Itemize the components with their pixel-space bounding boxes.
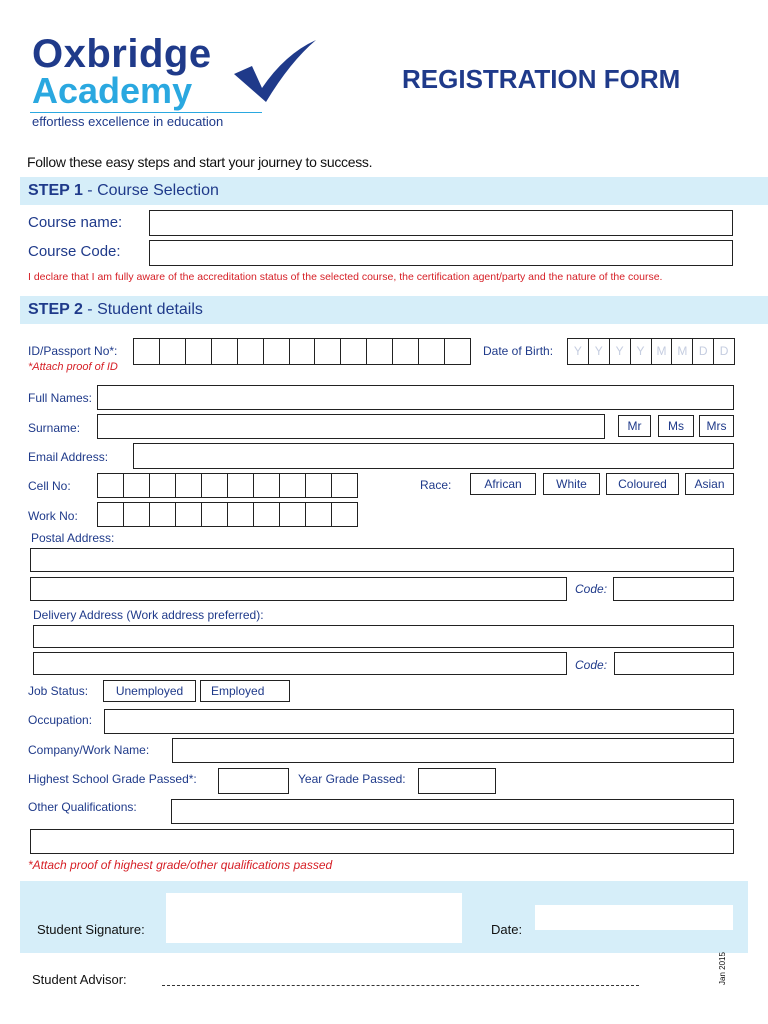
tagline: effortless excellence in education <box>32 114 224 129</box>
year-passed-input[interactable] <box>418 768 496 794</box>
logo-text-oxbridge: Oxbridge <box>32 32 212 76</box>
dob-cells[interactable] <box>567 338 735 365</box>
postal-code-input[interactable] <box>613 577 734 601</box>
dob-cell: D <box>714 339 735 364</box>
step2-label: STEP 2 <box>28 301 83 318</box>
delivery-address-line2[interactable] <box>33 652 567 675</box>
course-code-label: Course Code: <box>28 243 121 260</box>
postal-address-line1[interactable] <box>30 548 734 572</box>
full-names-input[interactable] <box>97 385 734 410</box>
company-input[interactable] <box>172 738 734 763</box>
job-option-employed[interactable]: Employed <box>200 680 290 702</box>
student-signature-field[interactable] <box>166 893 462 943</box>
race-option-coloured[interactable]: Coloured <box>606 473 679 495</box>
student-advisor-line[interactable] <box>162 985 639 987</box>
date-field[interactable] <box>535 905 733 930</box>
dob-cell: M <box>652 339 673 364</box>
postal-address-line2[interactable] <box>30 577 567 601</box>
step1-band <box>20 177 768 205</box>
date-label: Date: <box>491 922 523 937</box>
surname-input[interactable] <box>97 414 605 439</box>
checkmark-icon <box>230 36 320 106</box>
logo <box>30 32 330 132</box>
qualifications-note: *Attach proof of highest grade/other qualifications passed <box>28 858 333 872</box>
race-option-african[interactable]: African <box>470 473 536 495</box>
step2-band <box>20 296 768 324</box>
race-option-white[interactable]: White <box>543 473 600 495</box>
cell-label: Cell No: <box>28 479 71 493</box>
job-option-unemployed[interactable]: Unemployed <box>103 680 196 702</box>
title-option-ms[interactable]: Ms <box>658 415 694 437</box>
email-input[interactable] <box>133 443 734 469</box>
highest-grade-label: Highest School Grade Passed*: <box>28 772 197 786</box>
logo-text-academy: Academy <box>32 70 193 111</box>
race-option-asian[interactable]: Asian <box>685 473 734 495</box>
id-number-cells[interactable] <box>133 338 471 365</box>
id-note: *Attach proof of ID <box>28 361 118 373</box>
dob-cell: Y <box>631 339 652 364</box>
id-label: ID/Passport No*: <box>28 344 118 358</box>
version-label: Jan 2015 <box>718 952 727 985</box>
step1-title: - Course Selection <box>82 182 219 199</box>
other-qualifications-label: Other Qualifications: <box>28 800 137 814</box>
email-label: Email Address: <box>28 450 109 464</box>
full-names-label: Full Names: <box>28 391 93 405</box>
other-qualifications-line1[interactable] <box>171 799 734 824</box>
dob-cell: Y <box>568 339 589 364</box>
company-label: Company/Work Name: <box>28 743 150 757</box>
job-status-label: Job Status: <box>28 684 89 698</box>
student-signature-label: Student Signature: <box>37 922 145 937</box>
dob-label: Date of Birth: <box>483 344 554 358</box>
dob-cell: Y <box>589 339 610 364</box>
intro-text: Follow these easy steps and start your journey to success. <box>27 154 373 170</box>
surname-label: Surname: <box>28 421 81 435</box>
course-name-input[interactable] <box>149 210 733 236</box>
logo-divider <box>30 112 262 113</box>
postal-code-label: Code: <box>575 582 608 596</box>
dob-cell: M <box>672 339 693 364</box>
highest-grade-input[interactable] <box>218 768 289 794</box>
year-passed-label: Year Grade Passed: <box>298 772 406 786</box>
course-name-label: Course name: <box>28 214 123 231</box>
work-no-label: Work No: <box>28 509 78 523</box>
delivery-code-input[interactable] <box>614 652 734 675</box>
race-label: Race: <box>420 478 452 492</box>
delivery-address-line1[interactable] <box>33 625 734 648</box>
cell-number-cells[interactable] <box>97 473 358 498</box>
form-title: REGISTRATION FORM <box>402 64 681 94</box>
declaration-text: I declare that I am fully aware of the accreditation status of the selected course, the certification agent/party and the nature of the course. <box>28 271 663 283</box>
other-qualifications-line2[interactable] <box>30 829 734 854</box>
dob-cell: D <box>693 339 714 364</box>
course-code-input[interactable] <box>149 240 733 266</box>
work-number-cells[interactable] <box>97 502 358 527</box>
delivery-code-label: Code: <box>575 658 608 672</box>
step1-label: STEP 1 <box>28 182 83 199</box>
title-option-mrs[interactable]: Mrs <box>699 415 734 437</box>
occupation-input[interactable] <box>104 709 734 734</box>
signature-band <box>20 881 748 953</box>
occupation-label: Occupation: <box>28 713 93 727</box>
dob-cell: Y <box>610 339 631 364</box>
delivery-address-label: Delivery Address (Work address preferred): <box>33 608 264 622</box>
step2-title: - Student details <box>82 301 203 318</box>
title-option-mr[interactable]: Mr <box>618 415 651 437</box>
postal-address-label: Postal Address: <box>31 531 115 545</box>
student-advisor-label: Student Advisor: <box>32 972 127 987</box>
